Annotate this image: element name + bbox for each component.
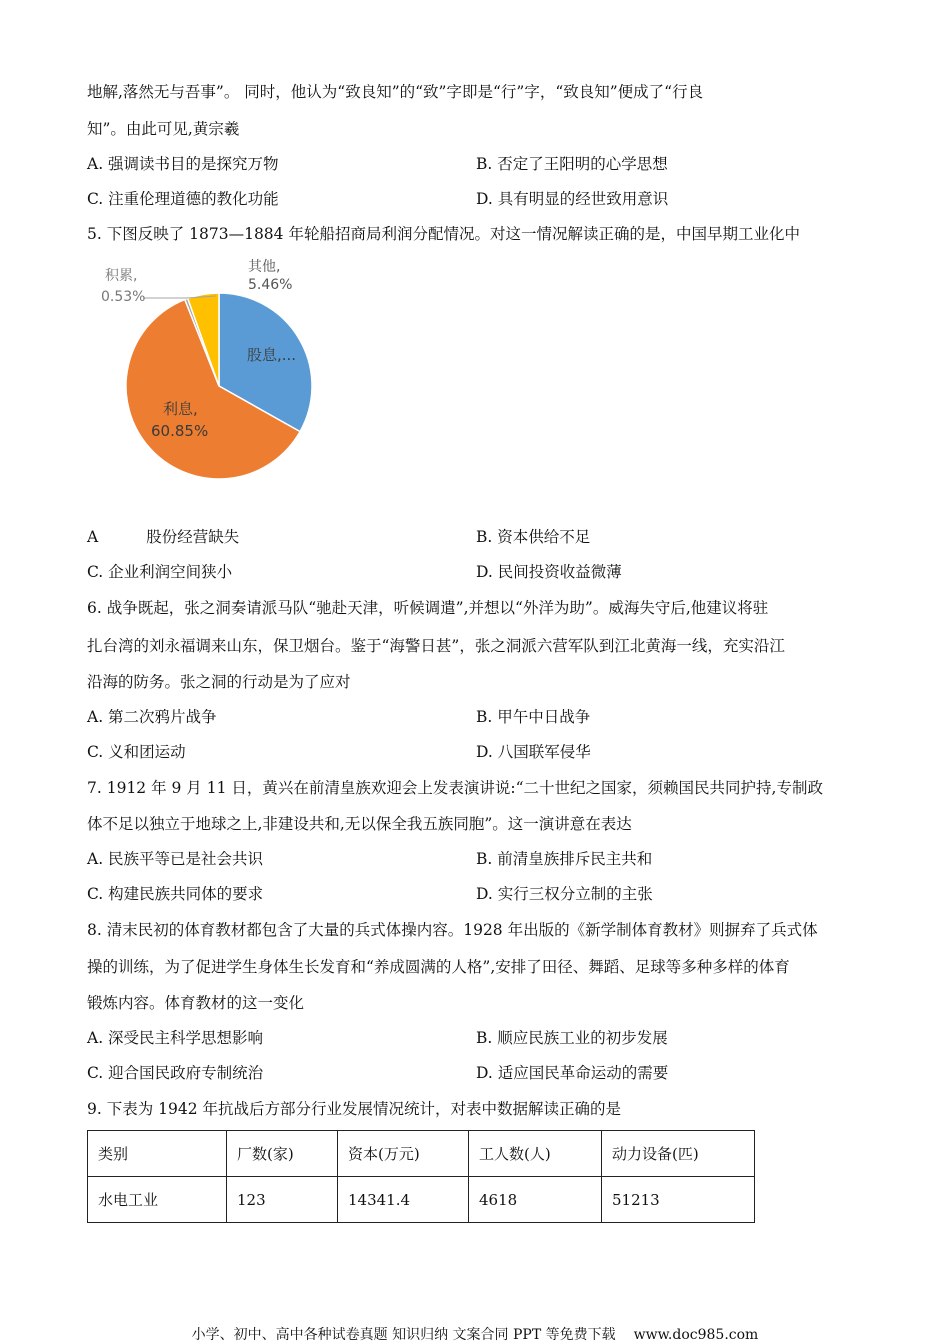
q8-text-line-3: 锻炼内容。体育教材的这一变化 xyxy=(87,994,305,1012)
label-other-name: 其他, xyxy=(248,259,281,275)
q6-option-d: D. 八国联军侵华 xyxy=(476,743,591,761)
pie-chart-svg xyxy=(95,250,325,485)
q6-option-a: A. 第二次鸦片战争 xyxy=(87,708,217,726)
q5-option-d: D. 民间投资收益微薄 xyxy=(476,563,622,581)
q4-option-b: B. 否定了王阳明的心学思想 xyxy=(476,155,668,173)
table-row xyxy=(88,1177,755,1223)
footer-site: www.doc985.com xyxy=(633,1327,759,1343)
q5-option-a-text: 股份经营缺失 xyxy=(146,528,240,546)
table-header-cell: 厂数(家) xyxy=(227,1131,338,1177)
profit-distribution-pie-chart xyxy=(95,250,325,485)
table-cell: 123 xyxy=(227,1177,338,1223)
q7-option-a: A. 民族平等已是社会共识 xyxy=(87,850,264,868)
label-interest-value: 60.85% xyxy=(151,422,209,440)
q5-option-a xyxy=(87,527,239,547)
q4-option-d: D. 具有明显的经世致用意识 xyxy=(476,190,669,208)
table-header-row xyxy=(88,1131,755,1177)
q4-text-line-2: 知”。由此可见,黄宗羲 xyxy=(87,120,240,138)
q7-option-d: D. 实行三权分立制的主张 xyxy=(476,885,653,903)
table-cell: 14341.4 xyxy=(338,1177,469,1223)
label-accumulation-value: 0.53% xyxy=(101,289,146,305)
table-header-cell: 类别 xyxy=(88,1131,227,1177)
q4-text-line-1: 地解,落然无与吾事”。 同时，他认为“致良知”的“致”字即是“行”字，“致良知”便成了“行良 xyxy=(87,83,704,101)
q5-stem: 5. 下图反映了 1873—1884 年轮船招商局利润分配情况。对这一情况解读正确的是，中国早期工业化中 xyxy=(87,225,800,243)
q6-text-line-1: 6. 战争既起，张之洞奏请派马队“驰赴天津，听候调遣”,并想以“外洋为助”。威海失守后,他建议将驻 xyxy=(87,599,769,617)
q8-text-line-2: 操的训练，为了促进学生身体生长发育和“养成圆满的人格”,安排了田径、舞蹈、足球等多种多样的体育 xyxy=(87,958,790,976)
q7-text-line-2: 体不足以独立于地球之上,非建设共和,无以保全我五族同胞”。这一演讲意在表达 xyxy=(87,815,632,833)
label-interest-name: 利息, xyxy=(163,400,198,418)
q8-text-line-1: 8. 清末民初的体育教材都包含了大量的兵式体操内容。1928 年出版的《新学制体育教材》则摒弃了兵式体 xyxy=(87,921,818,939)
q5-option-a-letter: A xyxy=(87,528,99,546)
industry-statistics-table xyxy=(87,1130,755,1223)
q8-option-d: D. 适应国民革命运动的需要 xyxy=(476,1064,669,1082)
q7-text-line-1: 7. 1912 年 9 月 11 日，黄兴在前清皇族欢迎会上发表演讲说:“二十世纪之国家，须赖国民共同护持,专制政 xyxy=(87,779,823,797)
footer-text: 小学、初中、高中各种试卷真题 知识归纳 文案合同 PPT 等免费下载 xyxy=(191,1327,616,1343)
q7-option-b: B. 前清皇族排斥民主共和 xyxy=(476,850,653,868)
table-cell: 水电工业 xyxy=(88,1177,227,1223)
q4-option-c: C. 注重伦理道德的教化功能 xyxy=(87,190,279,208)
table-header-cell: 工人数(人) xyxy=(469,1131,602,1177)
q8-option-b: B. 顺应民族工业的初步发展 xyxy=(476,1029,668,1047)
q4-option-a: A. 强调读书目的是探究万物 xyxy=(87,155,279,173)
q6-text-line-2: 扎台湾的刘永福调来山东，保卫烟台。鉴于“海警日甚”，张之洞派六营军队到江北黄海一线，充实沿江 xyxy=(87,637,785,655)
label-accumulation-name: 积累, xyxy=(105,268,138,284)
table-header-cell: 资本(万元) xyxy=(338,1131,469,1177)
q6-option-b: B. 甲午中日战争 xyxy=(476,708,591,726)
q5-option-c: C. 企业利润空间狭小 xyxy=(87,563,233,581)
q9-stem: 9. 下表为 1942 年抗战后方部分行业发展情况统计，对表中数据解读正确的是 xyxy=(87,1100,622,1118)
label-other-value: 5.46% xyxy=(248,277,293,293)
q8-option-a: A. 深受民主科学思想影响 xyxy=(87,1029,264,1047)
q6-option-c: C. 义和团运动 xyxy=(87,743,186,761)
q6-text-line-3: 沿海的防务。张之洞的行动是为了应对 xyxy=(87,673,351,691)
q8-option-c: C. 迎合国民政府专制统治 xyxy=(87,1064,264,1082)
page-footer xyxy=(0,1324,950,1344)
table-cell: 51213 xyxy=(602,1177,755,1223)
label-dividend: 股息,... xyxy=(247,346,297,364)
table-header-cell: 动力设备(匹) xyxy=(602,1131,755,1177)
table-cell: 4618 xyxy=(469,1177,602,1223)
q5-option-b: B. 资本供给不足 xyxy=(476,528,591,546)
q7-option-c: C. 构建民族共同体的要求 xyxy=(87,885,264,903)
